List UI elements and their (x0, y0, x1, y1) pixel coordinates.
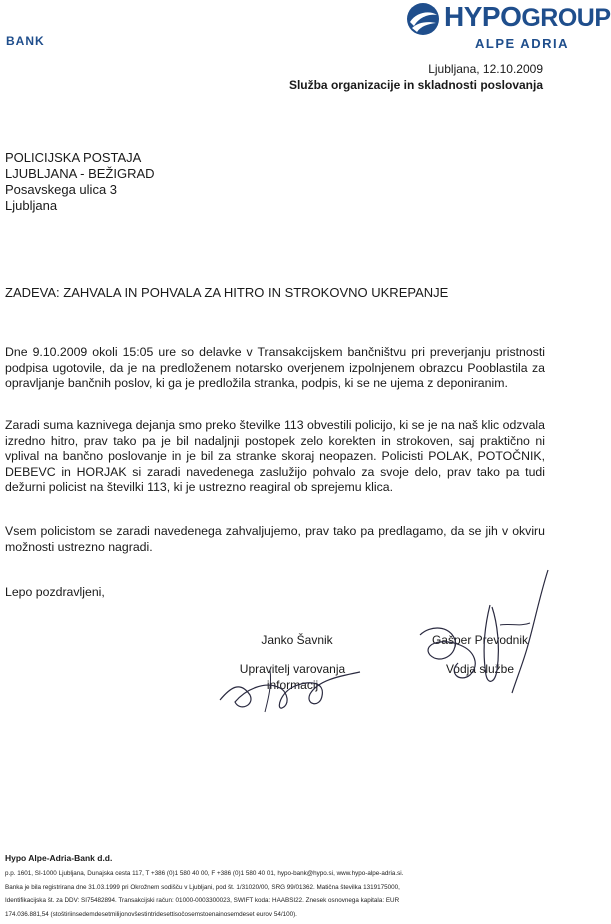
body-paragraph: Vsem policistom se zaradi navedenega zahvaljujemo, prav tako pa predlagamo, da se jih v okviru možnosti ustrezno nagradi. (5, 524, 545, 554)
body-paragraph: Zaradi suma kaznivega dejanja smo preko številke 113 obvestili policijo, ki se je na naš klic odzvala izredno hitro, prav tako pa je bil nadaljnji postopek zelo korekten in strokoven, saj praktično ni vplival na bančno poslovanje in je bil za stranke skoraj neopazen. Policisti POLAK, POTOČNIK, DEBEVC in HORJAK si zaradi navedenega zaslužijo pohvalo za svoje delo, prav tako pa tudi dežurni policist na številki 113, ki je ustrezno reagiral ob sprejemu klica. (5, 418, 545, 494)
closing-greeting: Lepo pozdravljeni, (5, 585, 105, 599)
signatory-2-role: Vodja službe (445, 662, 515, 676)
recipient-address (5, 150, 155, 214)
brand-name-hypo: HYPO (444, 1, 522, 32)
signature-2-handwritten (400, 565, 560, 700)
letter-subject: ZADEVA: ZAHVALA IN POHVALA ZA HITRO IN STROKOVNO UKREPANJE (5, 285, 449, 300)
footer-line: 174.036.881,54 (stoštiriinsedemdesetmilijonovšestintridesettisočosemstoenainosemdeset eurov 54/100). (5, 910, 297, 918)
recipient-line: Posavskega ulica 3 (5, 182, 118, 197)
footer-line: p.p. 1601, SI-1000 Ljubljana, Dunajska cesta 117, T +386 (0)1 580 40 00, F +386 (0)1 580 40 01, hypo-bank@hypo.si, www.hypo-alpe-adria.si. (5, 870, 404, 877)
department-name: Služba organizacije in skladnosti poslovanja (288, 78, 543, 92)
footer-line: Banka je bila registrirana dne 31.03.1999 pri Okrožnem sodišču v Ljubljani, pod št. 1/31020/00, SRG 99/01362. Matična številka 1319175000, (5, 883, 400, 891)
recipient-line: LJUBLJANA - BEŽIGRAD (5, 166, 155, 181)
footer-line: Identifikacijska št. za DDV: SI75482894. Transakcijski račun: 01000-0003300023, SWIFT koda: HAABSI22. Znesek osnovnega kapitala: EUR (5, 897, 400, 904)
footer-details (5, 867, 545, 921)
footer-company: Hypo Alpe-Adria-Bank d.d. (5, 853, 113, 863)
brand-name-group: GROUP (521, 4, 611, 32)
signatory-1-name: Janko Šavnik (261, 633, 333, 647)
brand-name (444, 1, 611, 32)
signatory-2-name: Gašper Prevodnik (431, 633, 529, 647)
body-paragraph: Dne 9.10.2009 okoli 15:05 ure so delavke v Transakcijskem bančništvu pri preverjanju pristnosti podpisa ugotovile, da je na predloženem notarsko overjenem izpolnjenem obrazcu Pooblastila za opravljanje bančnih poslov, ki ga je predložila stranka, podpis, ki se ne ujema z deponiranim. (5, 345, 545, 390)
signature-1-handwritten (210, 650, 370, 720)
recipient-line: POLICIJSKA POSTAJA (5, 150, 142, 165)
signatory-1-role: Upravitelj varovanja informacij (239, 662, 346, 692)
bank-label: BANK (6, 34, 45, 48)
letter-date: Ljubljana, 12.10.2009 (428, 62, 543, 76)
hypo-logo-icon (406, 2, 440, 36)
brand-subtitle: ALPE ADRIA (475, 36, 569, 51)
recipient-line: Ljubljana (5, 198, 58, 213)
